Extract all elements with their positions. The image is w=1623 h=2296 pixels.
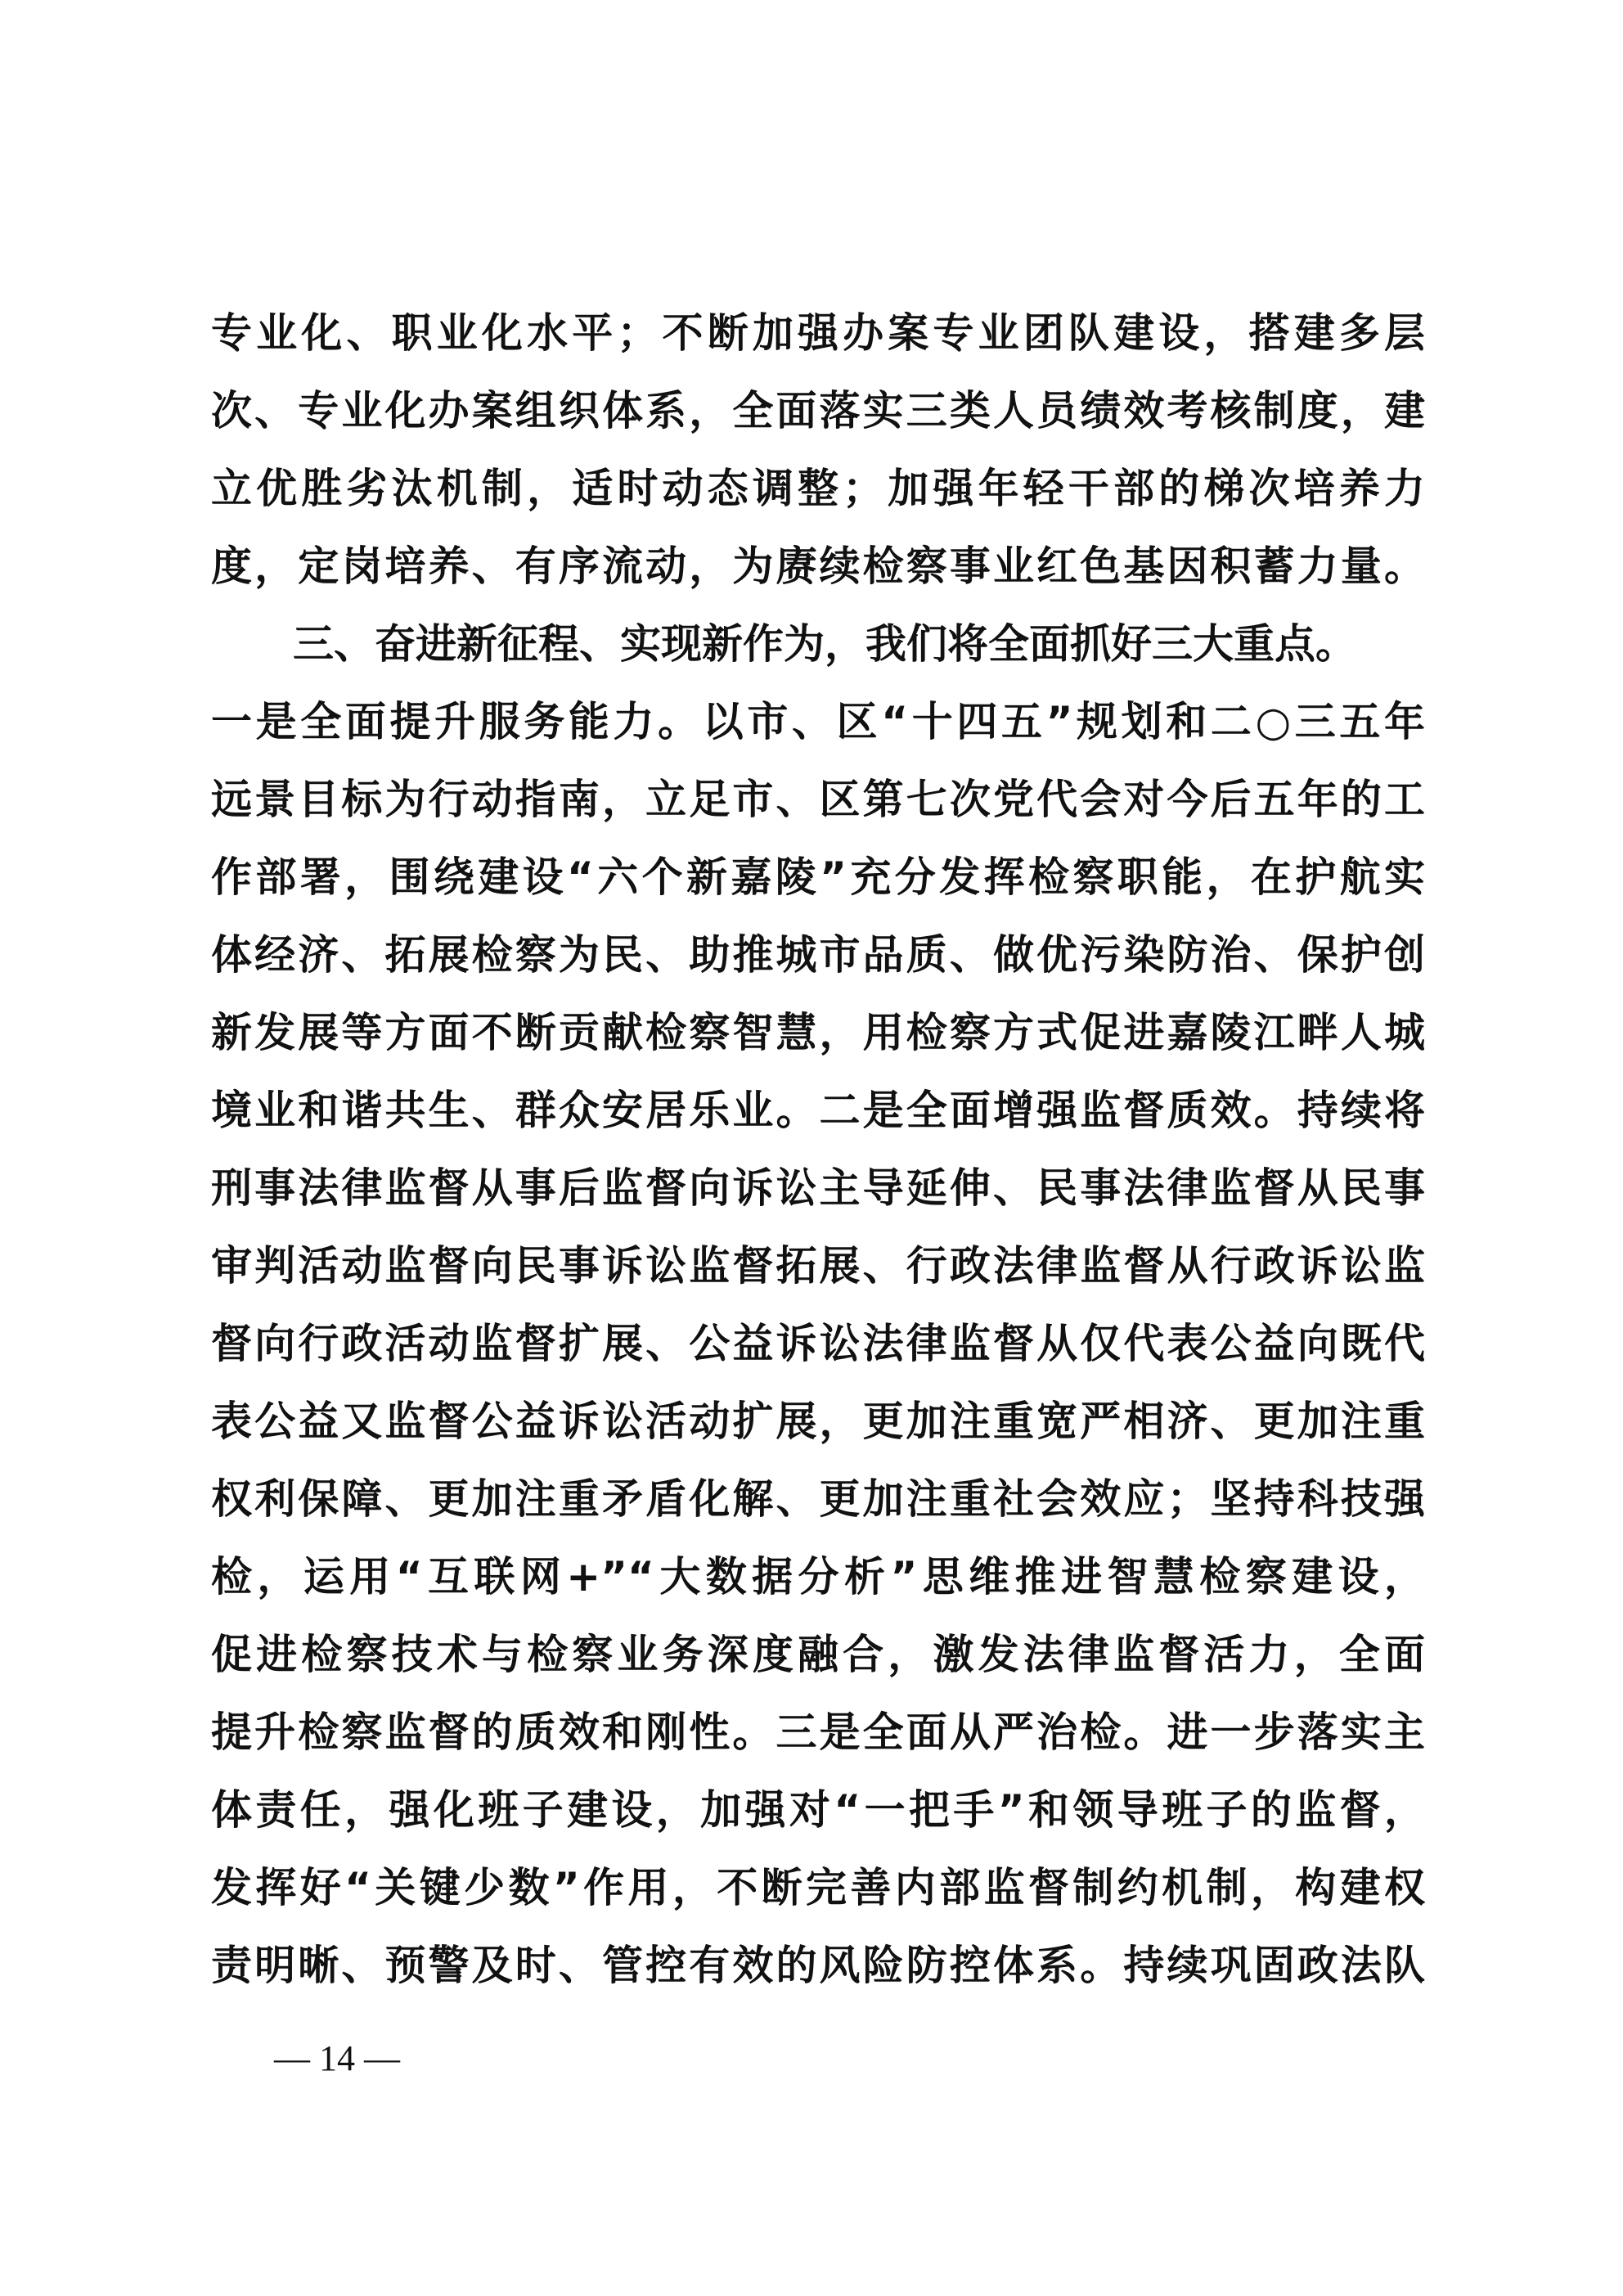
text-line-15: 表公益又监督公益诉讼活动扩展，更加注重宽严相济、更加注重 (211, 1398, 1425, 1445)
text-line-13: 审判活动监督向民事诉讼监督拓展、行政法律监督从行政诉讼监 (211, 1242, 1425, 1290)
text-line-19: 提升检察监督的质效和刚性。三是全面从严治检。进一步落实主 (211, 1708, 1425, 1756)
text-line-10: 新发展等方面不断贡献检察智慧，用检察方式促进嘉陵江畔人城 (211, 1009, 1425, 1056)
text-line-16: 权利保障、更加注重矛盾化解、更加注重社会效应；坚持科技强 (211, 1475, 1425, 1523)
text-line-7: 远景目标为行动指南，立足市、区第七次党代会对今后五年的工 (211, 776, 1425, 823)
text-line-3: 立优胜劣汰机制，适时动态调整；加强年轻干部的梯次培养力 (211, 465, 1425, 512)
text-line-22: 责明晰、预警及时、管控有效的风险防控体系。持续巩固政法队 (211, 1942, 1425, 1989)
text-line-14: 督向行政活动监督扩展、公益诉讼法律监督从仅代表公益向既代 (211, 1320, 1425, 1367)
text-line-11: 境业和谐共生、群众安居乐业。二是全面增强监督质效。持续将 (211, 1087, 1425, 1134)
text-line-12: 刑事法律监督从事后监督向诉讼主导延伸、民事法律监督从民事 (211, 1164, 1425, 1212)
text-line-21: 发挥好“关键少数”作用，不断完善内部监督制约机制，构建权 (211, 1864, 1425, 1911)
text-line-18: 促进检察技术与检察业务深度融合，激发法律监督活力，全面 (211, 1631, 1425, 1678)
text-line-2: 次、专业化办案组织体系，全面落实三类人员绩效考核制度，建 (211, 387, 1425, 434)
text-line-1: 专业化、职业化水平；不断加强办案专业团队建设，搭建多层 (211, 309, 1425, 357)
text-line-9: 体经济、拓展检察为民、助推城市品质、做优污染防治、保护创 (211, 931, 1425, 979)
text-line-6: 一是全面提升服务能力。以市、区“十四五”规划和二○三五年 (211, 698, 1425, 745)
text-line-4: 度，定岗培养、有序流动，为赓续检察事业红色基因积蓄力量。 (211, 542, 1425, 590)
text-line-8: 作部署，围绕建设“六个新嘉陵”充分发挥检察职能，在护航实 (211, 853, 1425, 901)
text-line-17: 检，运用“互联网+”“大数据分析”思维推进智慧检察建设， (211, 1553, 1425, 1600)
text-line-20: 体责任，强化班子建设，加强对“一把手”和领导班子的监督， (211, 1786, 1425, 1834)
page-number: — 14 — (274, 2038, 400, 2078)
section-heading-line: 三、奋进新征程、实现新作为，我们将全面抓好三大重点。 (293, 620, 1356, 668)
body-text (211, 295, 1425, 2005)
